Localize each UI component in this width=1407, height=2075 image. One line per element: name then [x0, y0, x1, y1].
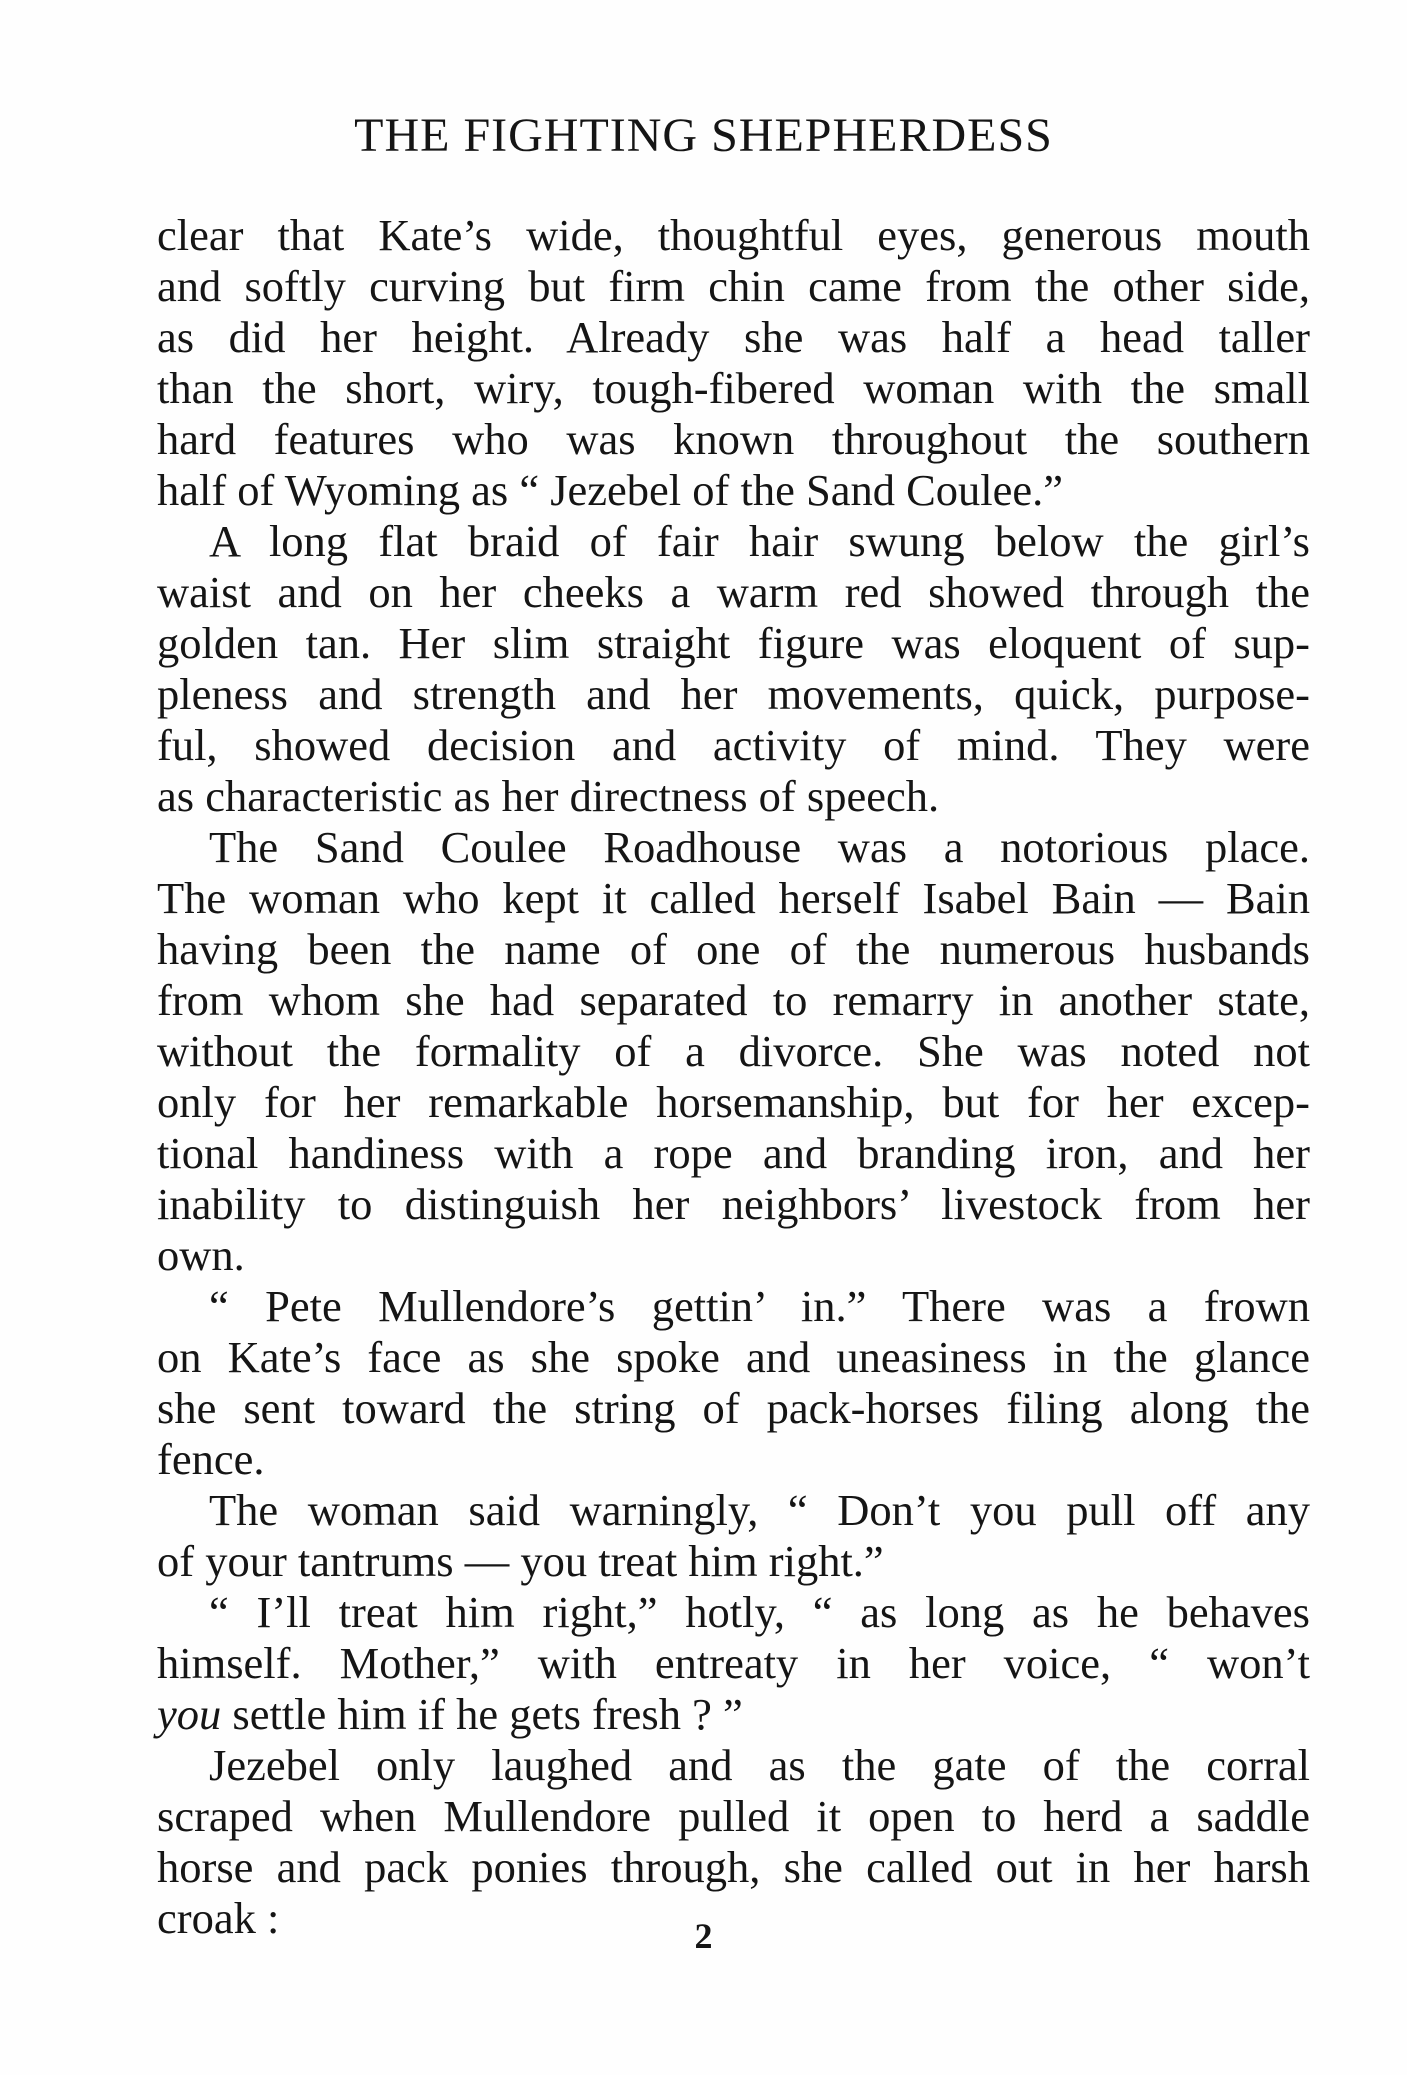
page-number: 2 — [694, 1916, 713, 1956]
running-head: THE FIGHTING SHEPHERDESS — [354, 109, 1053, 162]
text-line: as characteristic as her directness of speech. — [157, 771, 940, 821]
text-line: own. — [157, 1230, 245, 1280]
text-line: as did her height. Already she was half a head taller — [157, 312, 1310, 362]
text-line: himself. Mother,” with entreaty in her voice, “ won’t — [157, 1638, 1310, 1688]
text-line: The woman said warningly, “ Don’t you pull off any — [209, 1485, 1310, 1535]
text-line: tional handiness with a rope and branding iron, and her — [157, 1128, 1310, 1178]
text-line: A long flat braid of fair hair swung below the girl’s — [209, 516, 1310, 566]
text-line — [157, 1689, 1310, 1740]
text-line: on Kate’s face as she spoke and uneasiness in the glance — [157, 1332, 1310, 1382]
text-line: horse and pack ponies through, she called out in her harsh — [157, 1842, 1310, 1892]
body-text — [157, 210, 1310, 1944]
italic-word: you — [157, 1689, 222, 1739]
text-line: ful, showed decision and activity of mind. They were — [157, 720, 1310, 770]
text-line: from whom she had separated to remarry in another state, — [157, 975, 1310, 1025]
text-line: golden tan. Her slim straight figure was eloquent of sup- — [157, 618, 1310, 668]
text-line: only for her remarkable horsemanship, but for her excep- — [157, 1077, 1310, 1127]
text-line: inability to distinguish her neighbors’ livestock from her — [157, 1179, 1310, 1229]
text-line: The woman who kept it called herself Isabel Bain — Bain — [157, 873, 1310, 923]
text-line: hard features who was known throughout the southern — [157, 414, 1310, 464]
text-line: Jezebel only laughed and as the gate of the corral — [209, 1740, 1310, 1790]
text-line: “ Pete Mullendore’s gettin’ in.” There was a frown — [209, 1281, 1310, 1331]
text-line: having been the name of one of the numerous husbands — [157, 924, 1310, 974]
text-line: waist and on her cheeks a warm red showed through the — [157, 567, 1310, 617]
text-line: of your tantrums — you treat him right.” — [157, 1536, 884, 1586]
text-line: she sent toward the string of pack-horses filing along the — [157, 1383, 1310, 1433]
line-text: settle him if he gets fresh ? ” — [221, 1689, 743, 1739]
text-line: and softly curving but firm chin came from the other side, — [157, 261, 1310, 311]
text-line: croak : — [157, 1893, 280, 1943]
text-line: than the short, wiry, tough-fibered woman with the small — [157, 363, 1310, 413]
text-line: half of Wyoming as “ Jezebel of the Sand Coulee.” — [157, 465, 1063, 515]
text-line: The Sand Coulee Roadhouse was a notorious place. — [209, 822, 1310, 872]
text-line: “ I’ll treat him right,” hotly, “ as long as he behaves — [209, 1587, 1310, 1637]
text-line: pleness and strength and her movements, quick, purpose- — [157, 669, 1310, 719]
text-line: fence. — [157, 1434, 265, 1484]
text-line: clear that Kate’s wide, thoughtful eyes, generous mouth — [157, 210, 1310, 260]
text-line: without the formality of a divorce. She was noted not — [157, 1026, 1310, 1076]
text-line: scraped when Mullendore pulled it open to herd a saddle — [157, 1791, 1310, 1841]
